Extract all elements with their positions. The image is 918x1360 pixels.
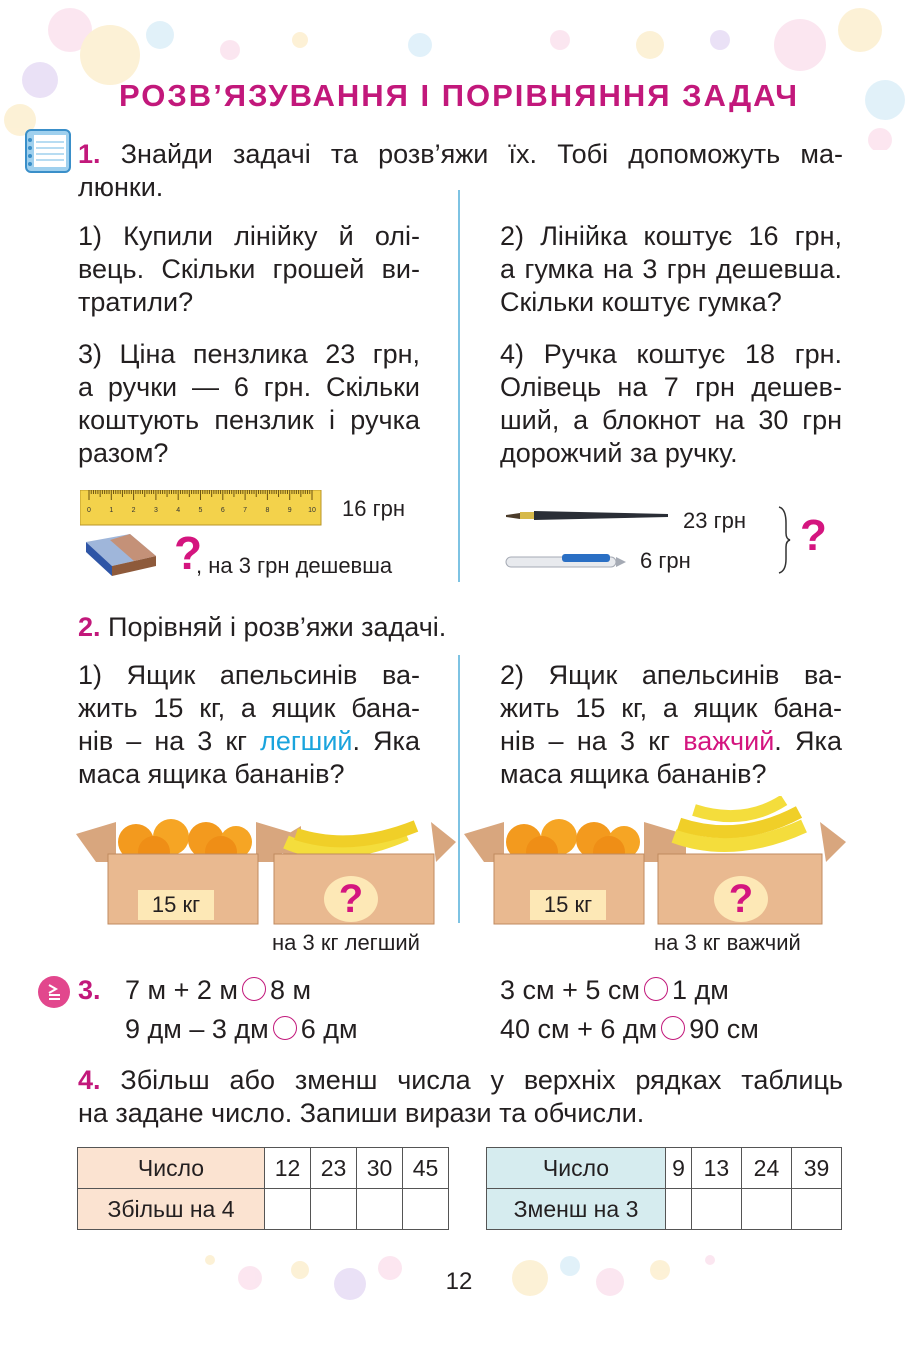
task1-problem-1: 1) Купили лінійку й олі- вець. Скільки грошей ви- тратили? [78,221,420,317]
task1-divider [458,190,460,582]
compare-circle[interactable] [644,977,668,1001]
answer-cell[interactable] [311,1189,357,1230]
compare-circle[interactable] [242,977,266,1001]
table-value-cell: 24 [741,1148,791,1189]
lighter-word: легший [260,726,353,756]
answer-cell[interactable] [403,1189,449,1230]
compare-circle[interactable] [661,1016,685,1040]
task2-problem-1: 1) Ящик апельсинів ва- жить 15 кг, а ящик бана- нів – на 3 кг легший. Яка маса ящика бананів? [78,660,420,789]
table-decrease [486,1147,842,1230]
ruler-tick-label: 5 [198,507,203,514]
table-row-label: Зменш на 3 [487,1189,666,1230]
header-bubbles-decoration [0,0,918,150]
banana-box-question-mark-2: ? [728,877,754,921]
pen-price: 6 грн [640,548,691,573]
sum-question-mark: ? [800,511,827,560]
compare-icon [36,974,72,1010]
task1-problem-3: 3) Ціна пензлика 23 грн, а ручки — 6 грн. Скільки коштують пензлик і ручка разом? [78,339,420,468]
ruler-image [80,490,322,526]
page-title: РОЗВ’ЯЗУВАННЯ І ПОРІВНЯННЯ ЗАДАЧ [119,78,799,113]
task2-intro-text: Порівняй і розв’яжи задачі. [108,612,447,642]
compare-circle[interactable] [273,1016,297,1040]
ruler-tick-label: 8 [265,507,270,514]
eraser-image [80,530,160,582]
ruler-tick-label: 7 [243,507,248,514]
task3-left-row-1: 7 м + 2 м 8 м [125,975,312,1005]
brace-bracket [776,505,792,575]
orange-box-label: 15 кг [138,890,214,920]
answer-cell[interactable] [691,1189,741,1230]
task1-intro [78,138,843,204]
task4-number: 4. [78,1065,101,1095]
task2-intro [78,611,446,644]
boxes-illustration-2 [464,796,846,927]
table-value-cell: 9 [666,1148,692,1189]
heavier-word: важчий [683,726,775,756]
answer-cell[interactable] [741,1189,791,1230]
table-header-cell: Число [487,1148,666,1189]
task2-problem-2: 2) Ящик апельсинів ва- жить 15 кг, а ящик бана- нів – на 3 кг важчий. Яка маса ящика бананів? [500,660,842,789]
answer-cell[interactable] [357,1189,403,1230]
orange-box-label-2: 15 кг [530,890,606,920]
table-value-cell: 12 [265,1148,311,1189]
ruler-tick-label: 6 [220,507,225,514]
page-number: 12 [445,1268,473,1295]
ruler-tick-label: 10 [308,507,316,514]
ruler-price: 16 грн [342,496,405,521]
table-value-cell: 45 [403,1148,449,1189]
table-value-cell: 39 [791,1148,841,1189]
task2-number: 2. [78,612,101,642]
answer-cell[interactable] [666,1189,692,1230]
answer-cell[interactable] [791,1189,841,1230]
caption-heavier: на 3 кг важчий [654,930,801,955]
task3-left-row-2: 9 дм – 3 дм 6 дм [125,1014,358,1044]
ruler-tick-label: 0 [87,507,91,514]
task1-problem-4: 4) Ручка коштує 18 грн. Олівець на 7 грн дешев- ший, а блокнот на 30 грн дорожчий за ручку. [500,339,842,468]
task1-intro-line2: люнки. [78,172,164,202]
task3-right-row-1: 3 см + 5 см 1 дм [500,975,729,1005]
task1-intro-line1: Знайди задачі та розв’яжи їх. Тобі допоможуть ма- [120,139,843,169]
ruler-tick-label: 2 [131,507,136,514]
task1-number: 1. [78,139,101,169]
table-value-cell: 30 [357,1148,403,1189]
table-increase [77,1147,449,1230]
table-value-cell: 13 [691,1148,741,1189]
ruler-tick-label: 4 [176,507,181,514]
eraser-question-mark: ? [174,527,203,579]
caption-lighter: на 3 кг легший [272,930,420,955]
table-header-cell: Число [78,1148,265,1189]
ruler-tick-label: 3 [153,507,158,514]
boxes-illustration-1 [76,812,456,927]
table-row-label: Збільш на 4 [78,1189,265,1230]
task3-right-row-2: 40 см + 6 дм 90 см [500,1014,759,1044]
eraser-note: , на 3 грн дешевша [196,553,393,578]
ruler-tick-label: 1 [109,507,114,514]
answer-cell[interactable] [265,1189,311,1230]
ruler-tick-label: 9 [287,507,292,514]
task1-problem-2: 2) Лінійка коштує 16 грн, а гумка на 3 грн дешевша. Скільки коштує гумка? [500,221,842,317]
task2-divider [458,655,460,923]
notebook-icon [24,128,74,176]
task4-text: 4. Збільш або зменш числа у верхніх рядках таблиць на задане число. Запиши вирази та обчисли. [78,1065,843,1128]
table-value-cell: 23 [311,1148,357,1189]
task3-number: 3. [78,975,101,1005]
banana-box-question-mark: ? [338,877,364,921]
brush-price: 23 грн [683,508,746,533]
